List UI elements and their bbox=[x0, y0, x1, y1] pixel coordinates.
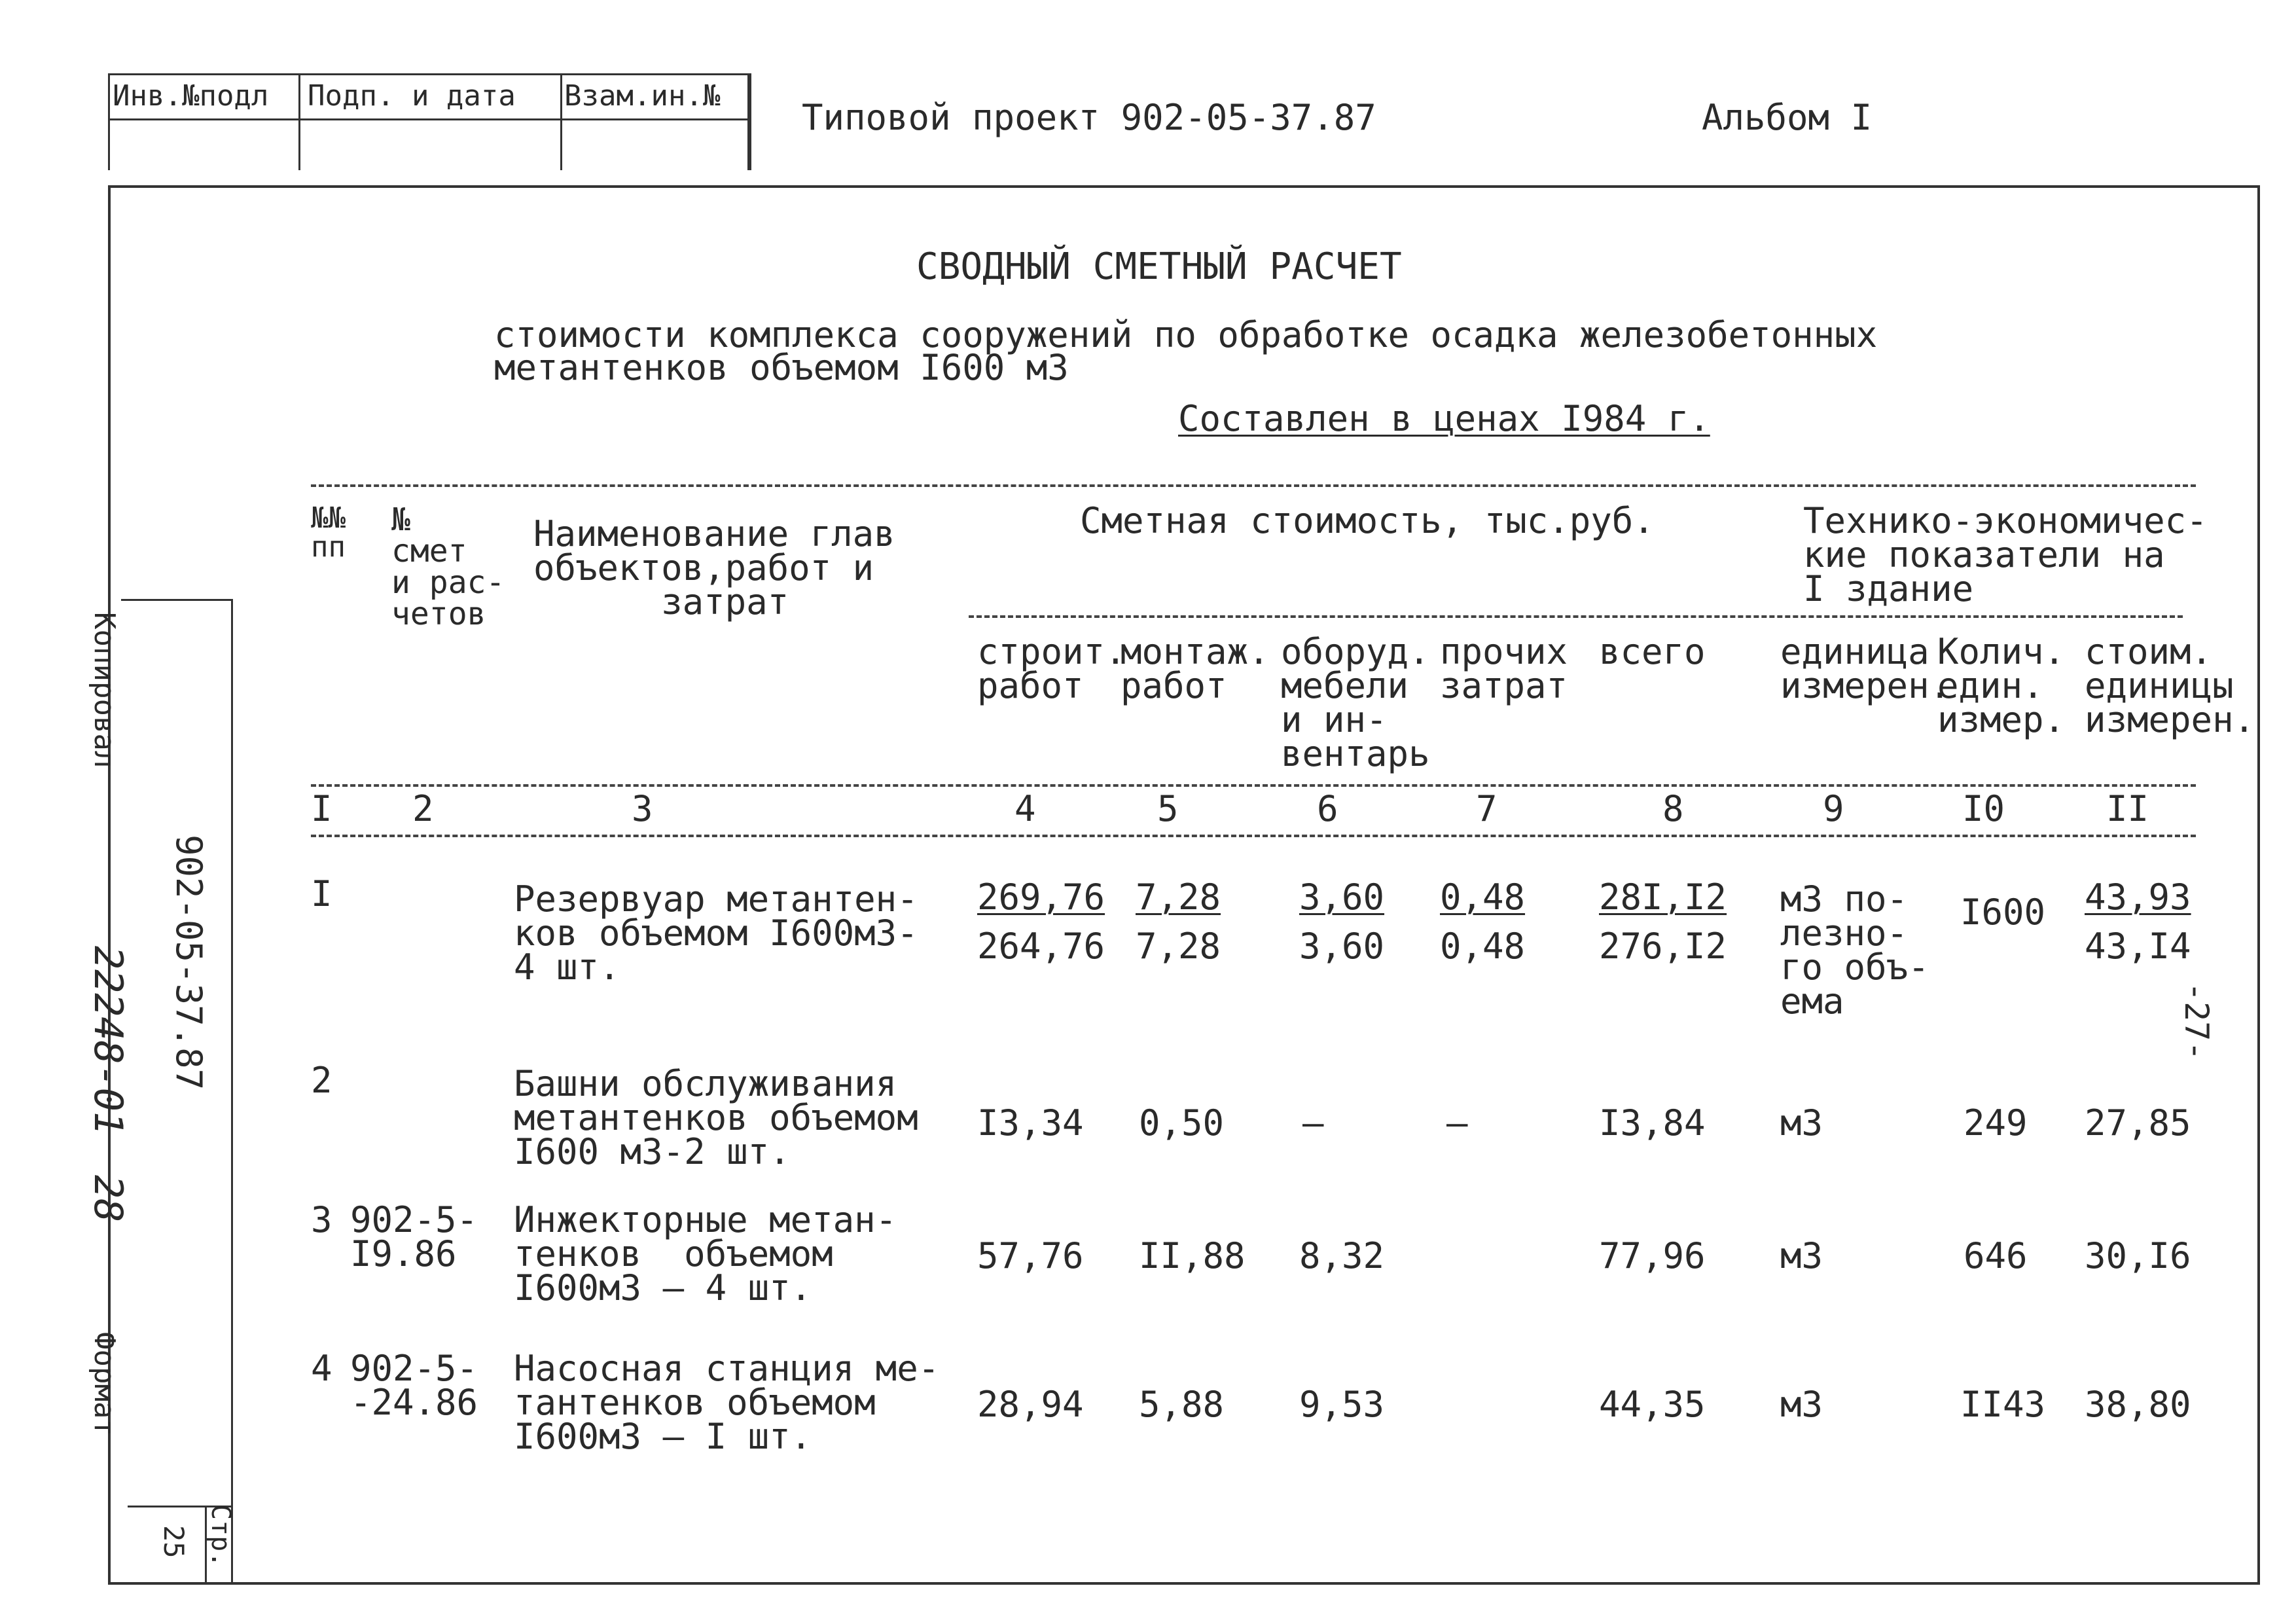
row-total: 77,96 bbox=[1599, 1235, 1706, 1276]
page-label: Стр. bbox=[206, 1504, 236, 1568]
row-qty: 249 bbox=[1964, 1102, 2028, 1144]
stamp-cell-inv bbox=[110, 75, 300, 170]
table-head-bottom-rule bbox=[311, 784, 2196, 787]
stamp-inv-label: Инв.№подл bbox=[113, 79, 269, 113]
col-number: 9 bbox=[1823, 788, 1844, 829]
copied-label: Копировал bbox=[88, 612, 121, 768]
row-number: 3 bbox=[311, 1199, 332, 1240]
row-other-planned: 0,48 bbox=[1440, 876, 1526, 918]
row-unit-cost: 38,80 bbox=[2085, 1384, 2191, 1425]
stamp-cell-vzam bbox=[560, 75, 749, 170]
col-number: II bbox=[2106, 788, 2149, 829]
row-equipment: 9,53 bbox=[1299, 1384, 1385, 1425]
col-number: 4 bbox=[1014, 788, 1036, 829]
row-installation: 7,28 bbox=[1136, 926, 1221, 967]
side-project-code: 902-05-37.87 bbox=[168, 835, 209, 1091]
col-number: I0 bbox=[1962, 788, 2005, 829]
col-head-construction: строит. работ bbox=[977, 631, 1126, 706]
col-number: 7 bbox=[1476, 788, 1498, 829]
row-qty: 646 bbox=[1964, 1235, 2028, 1276]
project-code: Типовой проект 902-05-37.87 bbox=[802, 97, 1376, 138]
col-number: I bbox=[311, 788, 332, 829]
row-total: 44,35 bbox=[1599, 1384, 1706, 1425]
col-head-qty: Колич. един. измер. bbox=[1937, 631, 2066, 740]
row-unit: м3 bbox=[1780, 1102, 1823, 1144]
table-subhead-rule bbox=[969, 615, 2183, 618]
col-head-ref: № смет и рас- четов bbox=[391, 501, 505, 632]
col-head-cost-group: Сметная стоимость, тыс.руб. bbox=[1080, 500, 1655, 541]
price-basis: Составлен в ценах I984 г. bbox=[1178, 398, 1710, 439]
title-line-1: стоимости комплекса сооружений по обработке осадка железобетонных bbox=[494, 314, 1878, 355]
row-name: Насосная станция ме- тантенков объемом I600м3 – I шт. bbox=[514, 1348, 940, 1457]
row-equipment: 3,60 bbox=[1299, 926, 1385, 967]
right-page-number: -27- bbox=[2178, 982, 2215, 1061]
row-construction: I3,34 bbox=[977, 1102, 1084, 1144]
row-unit-cost: 43,I4 bbox=[2085, 926, 2191, 967]
row-construction: 264,76 bbox=[977, 926, 1105, 967]
stamp-sign-label: Подп. и дата bbox=[308, 79, 516, 113]
title-line-2: метантенков объемом I600 м3 bbox=[494, 347, 1069, 388]
inventory-number: 22248-01 bbox=[85, 946, 131, 1135]
table-colnum-rule bbox=[311, 835, 2196, 837]
row-number: 2 bbox=[311, 1060, 332, 1101]
row-other: – bbox=[1446, 1102, 1468, 1144]
col-head-name: Наименование глав объектов,работ и затрат bbox=[533, 513, 895, 623]
row-name: Инжекторные метан- тенков объемом I600м3 – 4 шт. bbox=[514, 1199, 897, 1308]
row-number: 4 bbox=[311, 1348, 332, 1389]
col-head-unit: единица измерен. bbox=[1780, 631, 1951, 706]
col-head-installation: монтаж. работ bbox=[1121, 631, 1270, 706]
row-construction-planned: 269,76 bbox=[977, 876, 1105, 918]
approval-stamp bbox=[108, 73, 751, 170]
col-head-equipment: оборуд. мебели и ин- вентарь bbox=[1281, 631, 1430, 774]
row-unit-cost: 27,85 bbox=[2085, 1102, 2191, 1144]
row-unit-cost-planned: 43,93 bbox=[2085, 876, 2191, 918]
row-equipment: 8,32 bbox=[1299, 1235, 1385, 1276]
col-number: 3 bbox=[632, 788, 653, 829]
side-strip bbox=[121, 599, 233, 1585]
col-head-other: прочих затрат bbox=[1440, 631, 1568, 706]
stamp-divider bbox=[110, 118, 749, 120]
col-head-num: №№ пп bbox=[311, 501, 346, 564]
col-number: 5 bbox=[1157, 788, 1179, 829]
row-construction: 57,76 bbox=[977, 1235, 1084, 1276]
row-equipment-planned: 3,60 bbox=[1299, 876, 1385, 918]
format-label: Формат bbox=[88, 1332, 121, 1436]
row-ref: 902-5- I9.86 bbox=[350, 1199, 478, 1274]
row-installation: 5,88 bbox=[1139, 1384, 1225, 1425]
row-unit-cost: 30,I6 bbox=[2085, 1235, 2191, 1276]
row-unit: м3 bbox=[1780, 1235, 1823, 1276]
row-name: Башни обслуживания метантенков объемом I600 м3-2 шт. bbox=[514, 1063, 918, 1172]
col-head-tech-group: Технико-экономичес- кие показатели на I здание bbox=[1803, 500, 2208, 609]
row-unit: м3 по- лезно- го объ- ема bbox=[1780, 878, 1929, 1022]
stamp-cell-sign bbox=[298, 75, 562, 170]
document-title: СВОДНЫЙ СМЕТНЫЙ РАСЧЕТ bbox=[916, 245, 1402, 288]
page-number: 25 bbox=[158, 1525, 190, 1559]
stamp-vzam-label: Взам.ин.№ bbox=[564, 79, 721, 113]
row-installation: 0,50 bbox=[1139, 1102, 1225, 1144]
col-head-unit-cost: стоим. единицы измерен. bbox=[2085, 631, 2255, 740]
row-qty: II43 bbox=[1960, 1384, 2046, 1425]
col-number: 6 bbox=[1317, 788, 1338, 829]
row-ref: 902-5- -24.86 bbox=[350, 1348, 478, 1423]
row-number: I bbox=[311, 873, 332, 914]
album-label: Альбом I bbox=[1702, 97, 1873, 138]
table-top-rule bbox=[311, 484, 2196, 487]
row-installation: II,88 bbox=[1139, 1235, 1246, 1276]
row-total: I3,84 bbox=[1599, 1102, 1706, 1144]
row-total-planned: 28I,I2 bbox=[1599, 876, 1727, 918]
row-equipment: – bbox=[1302, 1102, 1324, 1144]
row-name: Резервуар метантен- ков объемом I600м3- 4 шт. bbox=[514, 878, 918, 988]
sheet-number: 28 bbox=[85, 1175, 131, 1223]
row-installation-planned: 7,28 bbox=[1136, 876, 1221, 918]
row-total: 276,I2 bbox=[1599, 926, 1727, 967]
col-head-total: всего bbox=[1599, 631, 1706, 672]
row-unit: м3 bbox=[1780, 1384, 1823, 1425]
col-number: 2 bbox=[412, 788, 434, 829]
row-qty: I600 bbox=[1960, 892, 2046, 933]
row-construction: 28,94 bbox=[977, 1384, 1084, 1425]
col-number: 8 bbox=[1662, 788, 1684, 829]
row-other: 0,48 bbox=[1440, 926, 1526, 967]
